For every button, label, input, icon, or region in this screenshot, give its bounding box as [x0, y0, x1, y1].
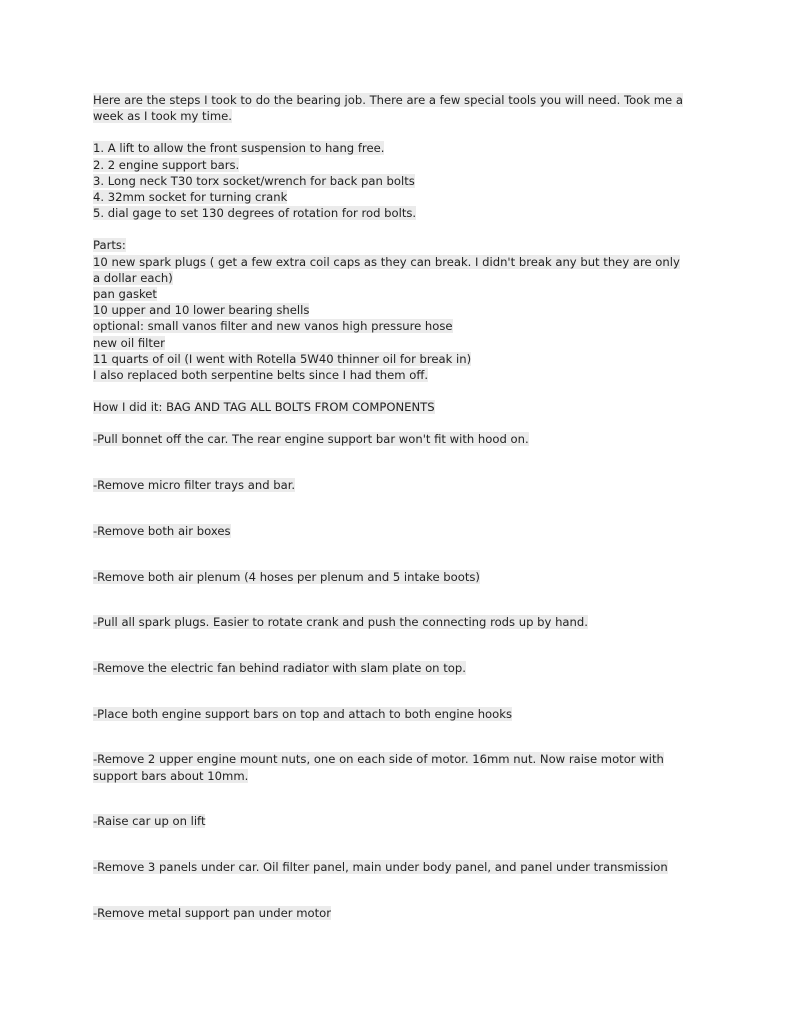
how-heading-block — [93, 399, 703, 415]
step-line: -Remove micro filter trays and bar. — [93, 478, 296, 493]
step — [93, 477, 703, 493]
step — [93, 813, 703, 829]
step — [93, 751, 703, 783]
step — [93, 523, 703, 539]
intro-line: Here are the steps I took to do the bearing job. There are a few special tools you will need. Took me a — [93, 93, 683, 107]
intro-line: week as I took my time. — [93, 109, 232, 124]
tool-item: 5. dial gage to set 130 degrees of rotation for rod bolts. — [93, 206, 417, 221]
part-item: 10 upper and 10 lower bearing shells — [93, 303, 310, 318]
step-line: -Remove both air plenum (4 hoses per plenum and 5 intake boots) — [93, 569, 480, 584]
part-item: pan gasket — [93, 287, 157, 302]
step-line: -Remove the electric fan behind radiator with slam plate on top. — [93, 660, 466, 675]
parts-heading: Parts: — [93, 238, 126, 253]
step-line: support bars about 10mm. — [93, 768, 249, 783]
how-heading: How I did it: BAG AND TAG ALL BOLTS FROM COMPONENTS — [93, 400, 435, 415]
part-item: I also replaced both serpentine belts since I had them off. — [93, 368, 429, 383]
part-item: new oil filter — [93, 335, 165, 350]
tools-list — [93, 140, 703, 221]
parts-section — [93, 237, 703, 383]
intro-paragraph — [93, 92, 703, 124]
step-line: -Place both engine support bars on top and attach to both engine hooks — [93, 706, 512, 721]
step — [93, 569, 703, 585]
tool-item: 3. Long neck T30 torx socket/wrench for back pan bolts — [93, 173, 415, 188]
tool-item: 4. 32mm socket for turning crank — [93, 190, 288, 205]
document-page — [93, 92, 703, 921]
step-line: -Remove 2 upper engine mount nuts, one on each side of motor. 16mm nut. Now raise motor with — [93, 752, 664, 767]
step-line: -Pull all spark plugs. Easier to rotate crank and push the connecting rods up by hand. — [93, 615, 588, 630]
part-item: 11 quarts of oil (I went with Rotella 5W40 thinner oil for break in) — [93, 351, 472, 366]
part-item: 10 new spark plugs ( get a few extra coil caps as they can break. I didn't break any but they are only — [93, 254, 680, 269]
tool-item: 2. 2 engine support bars. — [93, 157, 240, 172]
part-item: a dollar each) — [93, 270, 173, 285]
part-item: optional: small vanos filter and new vanos high pressure hose — [93, 319, 453, 334]
step — [93, 614, 703, 630]
step — [93, 706, 703, 722]
step — [93, 431, 703, 447]
step-line: -Remove 3 panels under car. Oil filter panel, main under body panel, and panel under transmission — [93, 859, 668, 874]
step — [93, 905, 703, 921]
step — [93, 660, 703, 676]
step-line: -Pull bonnet off the car. The rear engine support bar won't fit with hood on. — [93, 432, 529, 447]
tool-item: 1. A lift to allow the front suspension to hang free. — [93, 141, 385, 156]
step-line: -Remove both air boxes — [93, 523, 231, 538]
step — [93, 859, 703, 875]
step-line: -Raise car up on lift — [93, 814, 206, 829]
step-line: -Remove metal support pan under motor — [93, 905, 332, 920]
